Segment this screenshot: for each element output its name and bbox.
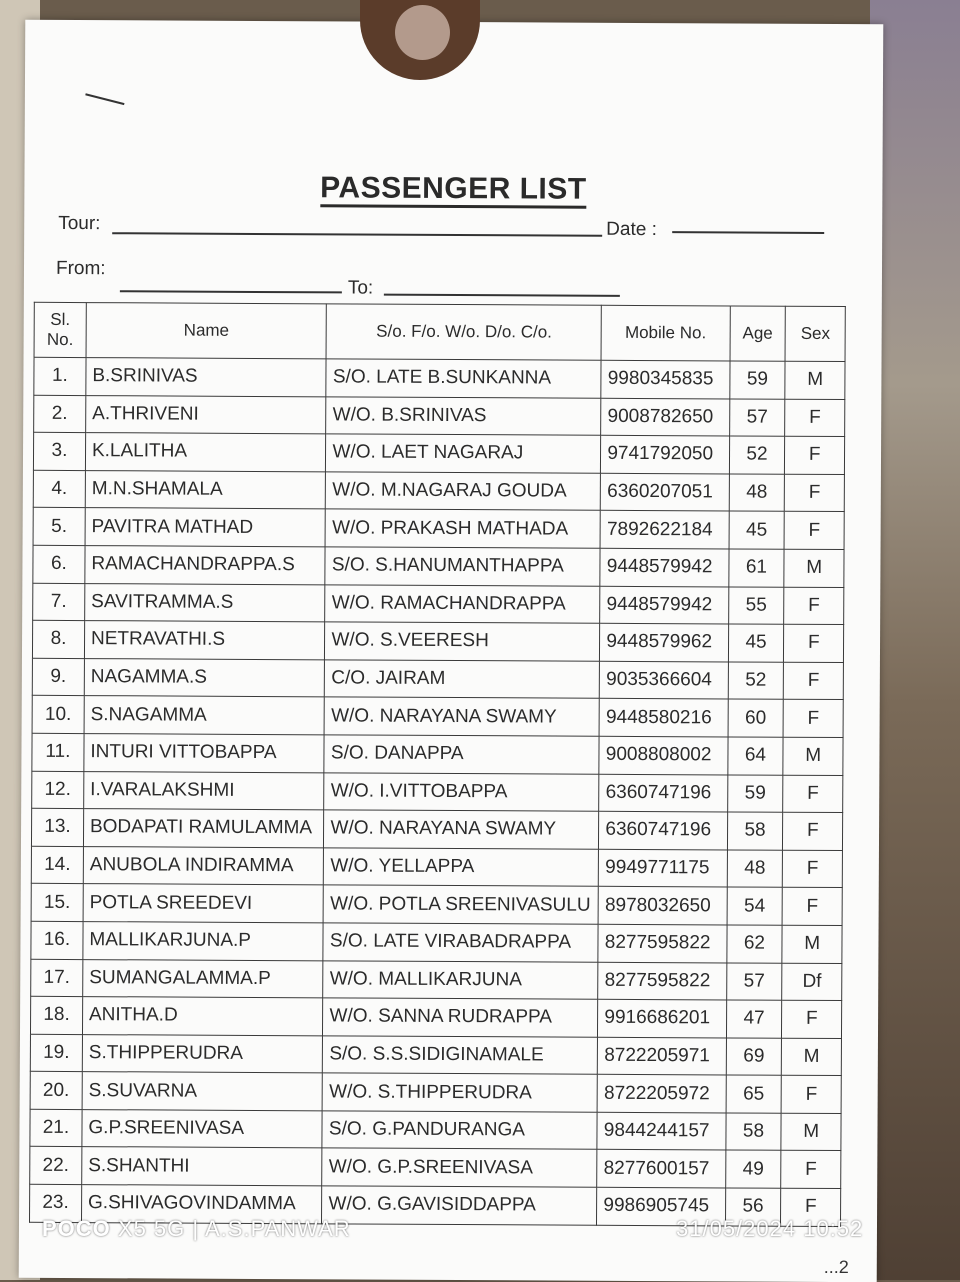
table-row: [31, 921, 842, 963]
table-row: [30, 1109, 841, 1151]
cell-mobile: 9448579942: [600, 586, 728, 624]
cell-sex: F: [783, 775, 843, 813]
cell-mobile: 9035366604: [600, 661, 728, 699]
cell-sl-no: 7.: [33, 583, 85, 621]
cell-age: 57: [726, 962, 782, 1000]
cell-mobile: 9844244157: [597, 1112, 725, 1150]
cell-name: B.SRINIVAS: [86, 358, 327, 397]
cell-sl-no: 11.: [32, 733, 84, 771]
cell-sl-no: 10.: [32, 696, 84, 734]
cell-age: 59: [727, 774, 783, 812]
cell-age: 69: [726, 1038, 782, 1076]
cell-sex: M: [782, 925, 842, 963]
table-row: [33, 470, 844, 512]
cell-sl-no: 21.: [30, 1109, 82, 1147]
cell-name: BODAPATI RAMULAMMA: [83, 809, 324, 848]
paper-sheet: [19, 20, 884, 1282]
cell-sl-no: 3.: [33, 432, 85, 470]
cell-age: 48: [729, 474, 785, 512]
cell-relation: W/O. S.THIPPERUDRA: [323, 1073, 598, 1112]
cell-age: 64: [727, 737, 783, 775]
table-row: [34, 357, 845, 399]
cell-mobile: 8277600157: [597, 1150, 725, 1188]
header-relation: S/o. F/o. W/o. D/o. C/o.: [326, 304, 601, 360]
cell-sex: F: [782, 1000, 842, 1038]
cell-name: PAVITRA MATHAD: [85, 508, 326, 547]
table-row: [33, 508, 844, 550]
cell-mobile: 9741792050: [601, 435, 729, 473]
cell-sl-no: 20.: [30, 1072, 82, 1110]
cell-mobile: 9448579942: [600, 548, 728, 586]
cell-relation: W/O. G.GAVISIDDAPPA: [322, 1186, 597, 1225]
cell-relation: W/O. MALLIKARJUNA: [323, 960, 598, 999]
cell-relation: W/O. I.VITTOBAPPA: [324, 772, 599, 811]
table-row: [30, 1034, 841, 1076]
cell-sex: F: [785, 474, 845, 512]
cell-sl-no: 18.: [30, 996, 82, 1034]
from-line: [120, 290, 342, 293]
cell-sex: M: [782, 1038, 842, 1076]
cell-sex: F: [785, 436, 845, 474]
cell-name: MALLIKARJUNA.P: [83, 921, 324, 960]
page-continuation: ...2: [823, 1256, 849, 1278]
cell-age: 56: [725, 1188, 781, 1226]
cell-age: 60: [728, 699, 784, 737]
cell-sex: F: [783, 850, 843, 888]
cell-relation: W/O. PRAKASH MATHADA: [326, 509, 601, 548]
cell-name: ANUBOLA INDIRAMMA: [83, 846, 324, 885]
cell-relation: S/O. S.HANUMANTHAPPA: [325, 547, 600, 586]
cell-mobile: 6360747196: [599, 811, 727, 849]
cell-sex: F: [783, 888, 843, 926]
cell-age: 48: [727, 850, 783, 888]
cell-name: RAMACHANDRAPPA.S: [85, 546, 326, 585]
passenger-table: [29, 302, 846, 1227]
cell-age: 55: [728, 587, 784, 625]
header-age: Age: [730, 306, 786, 361]
table-row: [32, 771, 843, 813]
cell-age: 52: [729, 436, 785, 474]
table-row: [34, 395, 845, 437]
cell-mobile: 6360207051: [601, 473, 729, 511]
cell-age: 59: [729, 361, 785, 399]
cell-sl-no: 16.: [31, 921, 83, 959]
cell-sl-no: 2.: [34, 395, 86, 433]
cell-sl-no: 14.: [31, 846, 83, 884]
cell-relation: W/O. YELLAPPA: [324, 848, 599, 887]
table-row: [30, 1072, 841, 1114]
table-row: [31, 808, 842, 850]
date-line: [672, 231, 824, 234]
cell-mobile: 8722205971: [598, 1037, 726, 1075]
cell-age: 45: [728, 624, 784, 662]
cell-relation: W/O. G.P.SREENIVASA: [322, 1148, 597, 1187]
table-row: [32, 733, 843, 775]
cell-sex: F: [784, 662, 844, 700]
cell-mobile: 9008808002: [599, 736, 727, 774]
table-row: [30, 996, 841, 1038]
cell-age: 61: [728, 549, 784, 587]
cell-age: 65: [726, 1075, 782, 1113]
header-name: Name: [86, 303, 327, 359]
cell-relation: S/O. G.PANDURANGA: [322, 1111, 597, 1150]
cell-name: I.VARALAKSHMI: [84, 771, 325, 810]
cell-age: 58: [725, 1113, 781, 1151]
cell-sex: M: [785, 361, 845, 399]
table-row: [32, 658, 843, 700]
cell-age: 49: [725, 1150, 781, 1188]
cell-name: S.SUVARNA: [82, 1072, 323, 1111]
cell-name: ANITHA.D: [82, 997, 323, 1036]
cell-name: POTLA SREEDEVI: [83, 884, 324, 923]
cell-sex: F: [784, 624, 844, 662]
device-brand: POCO: [42, 1216, 111, 1241]
cell-relation: W/O. POTLA SREENIVASULU: [324, 885, 599, 924]
cell-relation: S/O. S.S.SIDIGINAMALE: [323, 1036, 598, 1075]
cell-name: G.P.SREENIVASA: [82, 1109, 323, 1148]
cell-name: SAVITRAMMA.S: [85, 583, 326, 622]
cell-relation: W/O. M.NAGARAJ GOUDA: [326, 472, 601, 511]
cell-sl-no: 5.: [33, 508, 85, 546]
cell-sl-no: 6.: [33, 545, 85, 583]
cell-relation: W/O. NARAYANA SWAMY: [325, 697, 600, 736]
pen-mark: [85, 93, 124, 105]
cell-name: NETRAVATHI.S: [84, 621, 325, 660]
cell-name: SUMANGALAMMA.P: [83, 959, 324, 998]
cell-sex: F: [782, 1076, 842, 1114]
cell-relation: W/O. LAET NAGARAJ: [326, 434, 601, 473]
cell-mobile: 9986905745: [597, 1187, 725, 1225]
cell-sl-no: 1.: [34, 357, 86, 395]
cell-sl-no: 12.: [32, 771, 84, 809]
cell-mobile: 9008782650: [601, 398, 729, 436]
cell-mobile: 9448579962: [600, 623, 728, 661]
table-row: [31, 846, 842, 888]
cell-mobile: 9448580216: [599, 699, 727, 737]
cell-mobile: 9980345835: [601, 360, 729, 398]
cell-age: 54: [727, 887, 783, 925]
cell-sex: F: [785, 399, 845, 437]
tour-label: Tour:: [58, 212, 101, 235]
cell-relation: S/O. LATE B.SUNKANNA: [326, 359, 601, 398]
cell-name: INTURI VITTOBAPPA: [84, 734, 325, 773]
cell-name: S.NAGAMMA: [84, 696, 325, 735]
cell-sex: M: [783, 737, 843, 775]
cell-mobile: 7892622184: [600, 511, 728, 549]
table-row: [32, 620, 843, 662]
table-row: [30, 1147, 841, 1189]
cell-name: G.SHIVAGOVINDAMMA: [81, 1185, 322, 1224]
cell-relation: W/O. B.SRINIVAS: [326, 396, 601, 435]
cell-age: 47: [726, 1000, 782, 1038]
cell-relation: S/O. LATE VIRABADRAPPA: [323, 923, 598, 962]
cell-age: 52: [728, 662, 784, 700]
cell-sex: F: [784, 512, 844, 550]
cell-sl-no: 13.: [31, 808, 83, 846]
cell-sex: F: [781, 1151, 841, 1189]
cell-name: A.THRIVENI: [86, 395, 327, 434]
cell-relation: W/O. NARAYANA SWAMY: [324, 810, 599, 849]
cell-mobile: 8277595822: [598, 962, 726, 1000]
cell-age: 62: [726, 925, 782, 963]
header-sl-no: Sl. No.: [34, 302, 86, 357]
table-row: [31, 959, 842, 1001]
date-label: Date :: [606, 218, 657, 241]
header-sex: Sex: [785, 306, 845, 361]
cell-mobile: 6360747196: [599, 774, 727, 812]
cell-sl-no: 19.: [30, 1034, 82, 1072]
cell-sex: Df: [782, 963, 842, 1001]
from-label: From:: [55, 257, 106, 280]
cell-sex: F: [783, 812, 843, 850]
cell-sex: M: [781, 1113, 841, 1151]
cell-sex: M: [784, 549, 844, 587]
cell-age: 58: [727, 812, 783, 850]
to-label: To:: [347, 277, 374, 299]
cell-name: S.THIPPERUDRA: [82, 1034, 323, 1073]
cell-mobile: 8978032650: [598, 887, 726, 925]
table-row: [33, 545, 844, 587]
to-line: [384, 294, 620, 297]
cell-mobile: 8277595822: [598, 924, 726, 962]
cell-relation: C/O. JAIRAM: [325, 660, 600, 699]
header-mobile: Mobile No.: [601, 305, 729, 361]
table-header-row: [34, 302, 845, 361]
cell-relation: W/O. S.VEERESH: [325, 622, 600, 661]
cell-relation: W/O. RAMACHANDRAPPA: [325, 584, 600, 623]
cell-sl-no: 8.: [32, 620, 84, 658]
cell-sex: F: [784, 587, 844, 625]
cell-age: 45: [729, 511, 785, 549]
cell-age: 57: [729, 399, 785, 437]
cell-name: M.N.SHAMALA: [85, 470, 326, 509]
cell-sl-no: 15.: [31, 884, 83, 922]
table-row: [32, 696, 843, 738]
table-row: [33, 583, 844, 625]
cell-name: K.LALITHA: [85, 433, 326, 472]
cell-sl-no: 4.: [33, 470, 85, 508]
camera-watermark-datetime: 31/05/2024 10:52: [676, 1216, 864, 1241]
cell-relation: S/O. DANAPPA: [324, 735, 599, 774]
cell-mobile: 8722205972: [597, 1075, 725, 1113]
table-row: [33, 432, 844, 474]
document-title: PASSENGER LIST: [24, 170, 882, 208]
cell-mobile: 9949771175: [599, 849, 727, 887]
cell-mobile: 9916686201: [598, 999, 726, 1037]
tour-line: [112, 232, 602, 237]
cell-name: NAGAMMA.S: [84, 658, 325, 697]
cell-name: S.SHANTHI: [82, 1147, 323, 1186]
cell-relation: W/O. SANNA RUDRAPPA: [323, 998, 598, 1037]
cell-sex: F: [784, 700, 844, 738]
table-row: [31, 884, 842, 926]
cell-sl-no: 17.: [31, 959, 83, 997]
cell-sl-no: 9.: [32, 658, 84, 696]
camera-watermark-device: [42, 1216, 351, 1242]
cell-sl-no: 23.: [30, 1184, 82, 1222]
device-model: X5 5G | A.S.PANWAR: [110, 1216, 351, 1241]
cell-sl-no: 22.: [30, 1147, 82, 1185]
thumb-nail: [395, 5, 450, 60]
background-right: [870, 0, 960, 1280]
cell-sex: F: [781, 1188, 841, 1226]
